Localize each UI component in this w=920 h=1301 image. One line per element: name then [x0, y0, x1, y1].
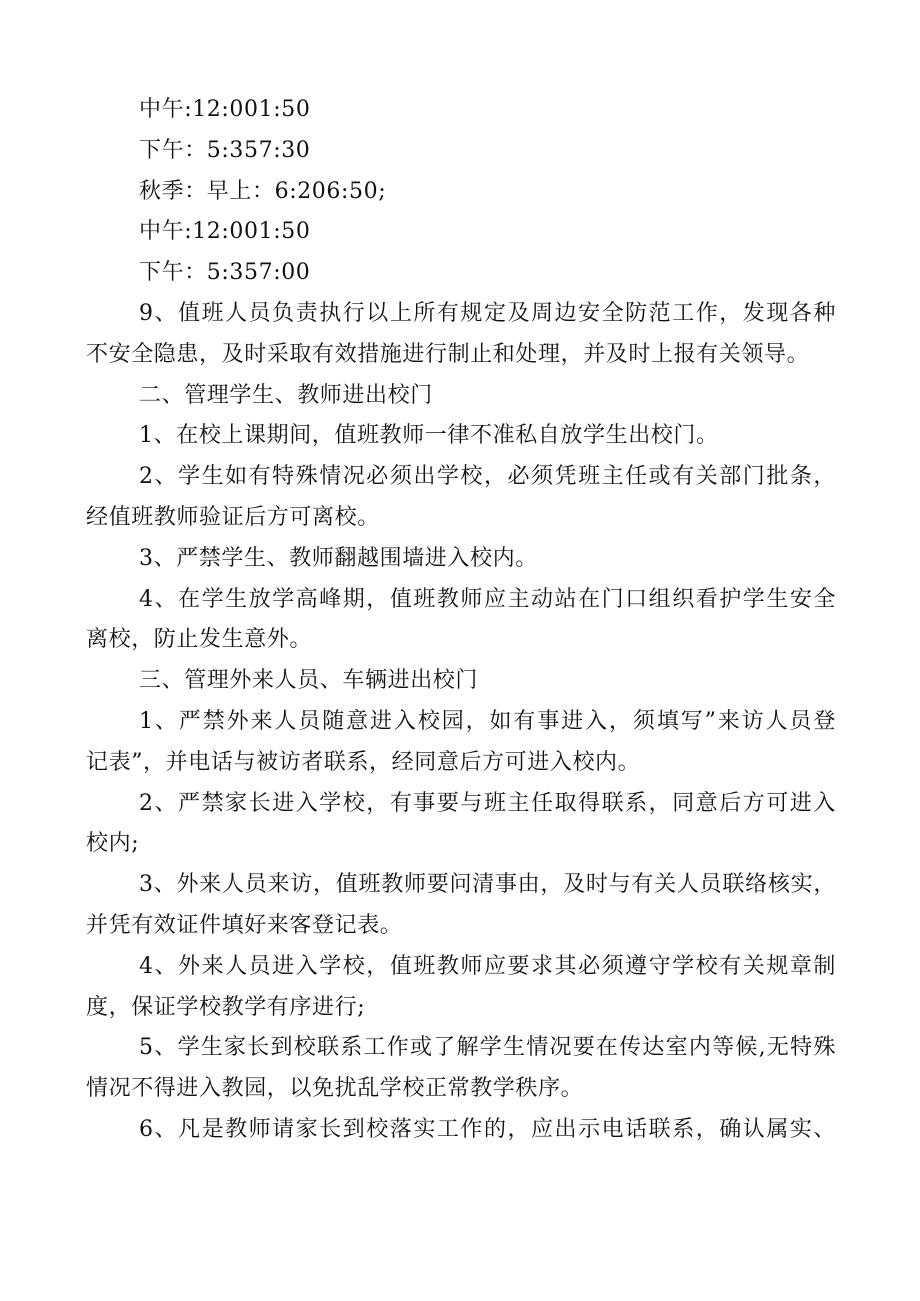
rule-9-line-2: 不安全隐患，及时采取有效措施进行制止和处理，并及时上报有关领导。	[86, 341, 810, 367]
section-3-rule-4-line-2: 度，保证学校教学有序进行;	[86, 994, 366, 1020]
section-3-rule-3-line-2: 并凭有效证件填好来客登记表。	[86, 912, 403, 938]
schedule-line-autumn-morning: 秋季：早上：6:206:50;	[139, 178, 387, 204]
section-2-rule-2-line-2: 经值班教师验证后方可离校。	[86, 504, 380, 530]
schedule-line-afternoon-2: 下午：5:357:00	[139, 260, 311, 286]
section-3-rule-5-line-1: 5、学生家长到校联系工作或了解学生情况要在传达室内等候,无特殊	[139, 1035, 836, 1061]
section-2-rule-4-line-2: 离校，防止发生意外。	[86, 627, 313, 653]
section-2-rule-3: 3、严禁学生、教师翻越围墙进入校内。	[139, 545, 538, 571]
section-3-rule-6-line-1: 6、凡是教师请家长到校落实工作的，应出示电话联系，确认属实、	[139, 1116, 836, 1142]
section-3-rule-5-line-2: 情况不得进入教园，以免扰乱学校正常教学秩序。	[86, 1076, 584, 1102]
section-heading-2: 二、管理学生、教师进出校门	[139, 382, 433, 408]
document-body	[86, 90, 836, 1151]
section-heading-3: 三、管理外来人员、车辆进出校门	[139, 668, 479, 694]
section-3-rule-3-line-1: 3、外来人员来访，值班教师要问清事由，及时与有关人员联络核实，	[139, 872, 836, 898]
schedule-line-afternoon-1: 下午：5:357:30	[139, 137, 311, 163]
schedule-line-noon-1: 中午:12:001:50	[139, 97, 311, 122]
section-2-rule-1: 1、在校上课期间，值班教师一律不准私自放学生出校门。	[139, 423, 719, 449]
section-2-rule-2-line-1: 2、学生如有特殊情况必须出学校，必须凭班主任或有关部门批条，	[139, 464, 836, 490]
section-3-rule-1-line-2: 记表”，并电话与被访者联系，经同意后方可进入校内。	[86, 749, 641, 775]
section-3-rule-2-line-1: 2、严禁家长进入学校，有事要与班主任取得联系，同意后方可进入	[139, 790, 836, 816]
section-3-rule-1-line-1: 1、严禁外来人员随意进入校园，如有事进入，须填写”来访人员登	[139, 708, 836, 734]
rule-9-line-1: 9、值班人员负责执行以上所有规定及周边安全防范工作，发现各种	[139, 300, 836, 326]
section-3-rule-4-line-1: 4、外来人员进入学校，值班教师应要求其必须遵守学校有关规章制	[139, 953, 836, 979]
schedule-line-noon-2: 中午:12:001:50	[139, 219, 311, 245]
section-2-rule-4-line-1: 4、在学生放学高峰期，值班教师应主动站在门口组织看护学生安全	[139, 586, 836, 612]
section-3-rule-2-line-2: 校内;	[86, 831, 140, 857]
